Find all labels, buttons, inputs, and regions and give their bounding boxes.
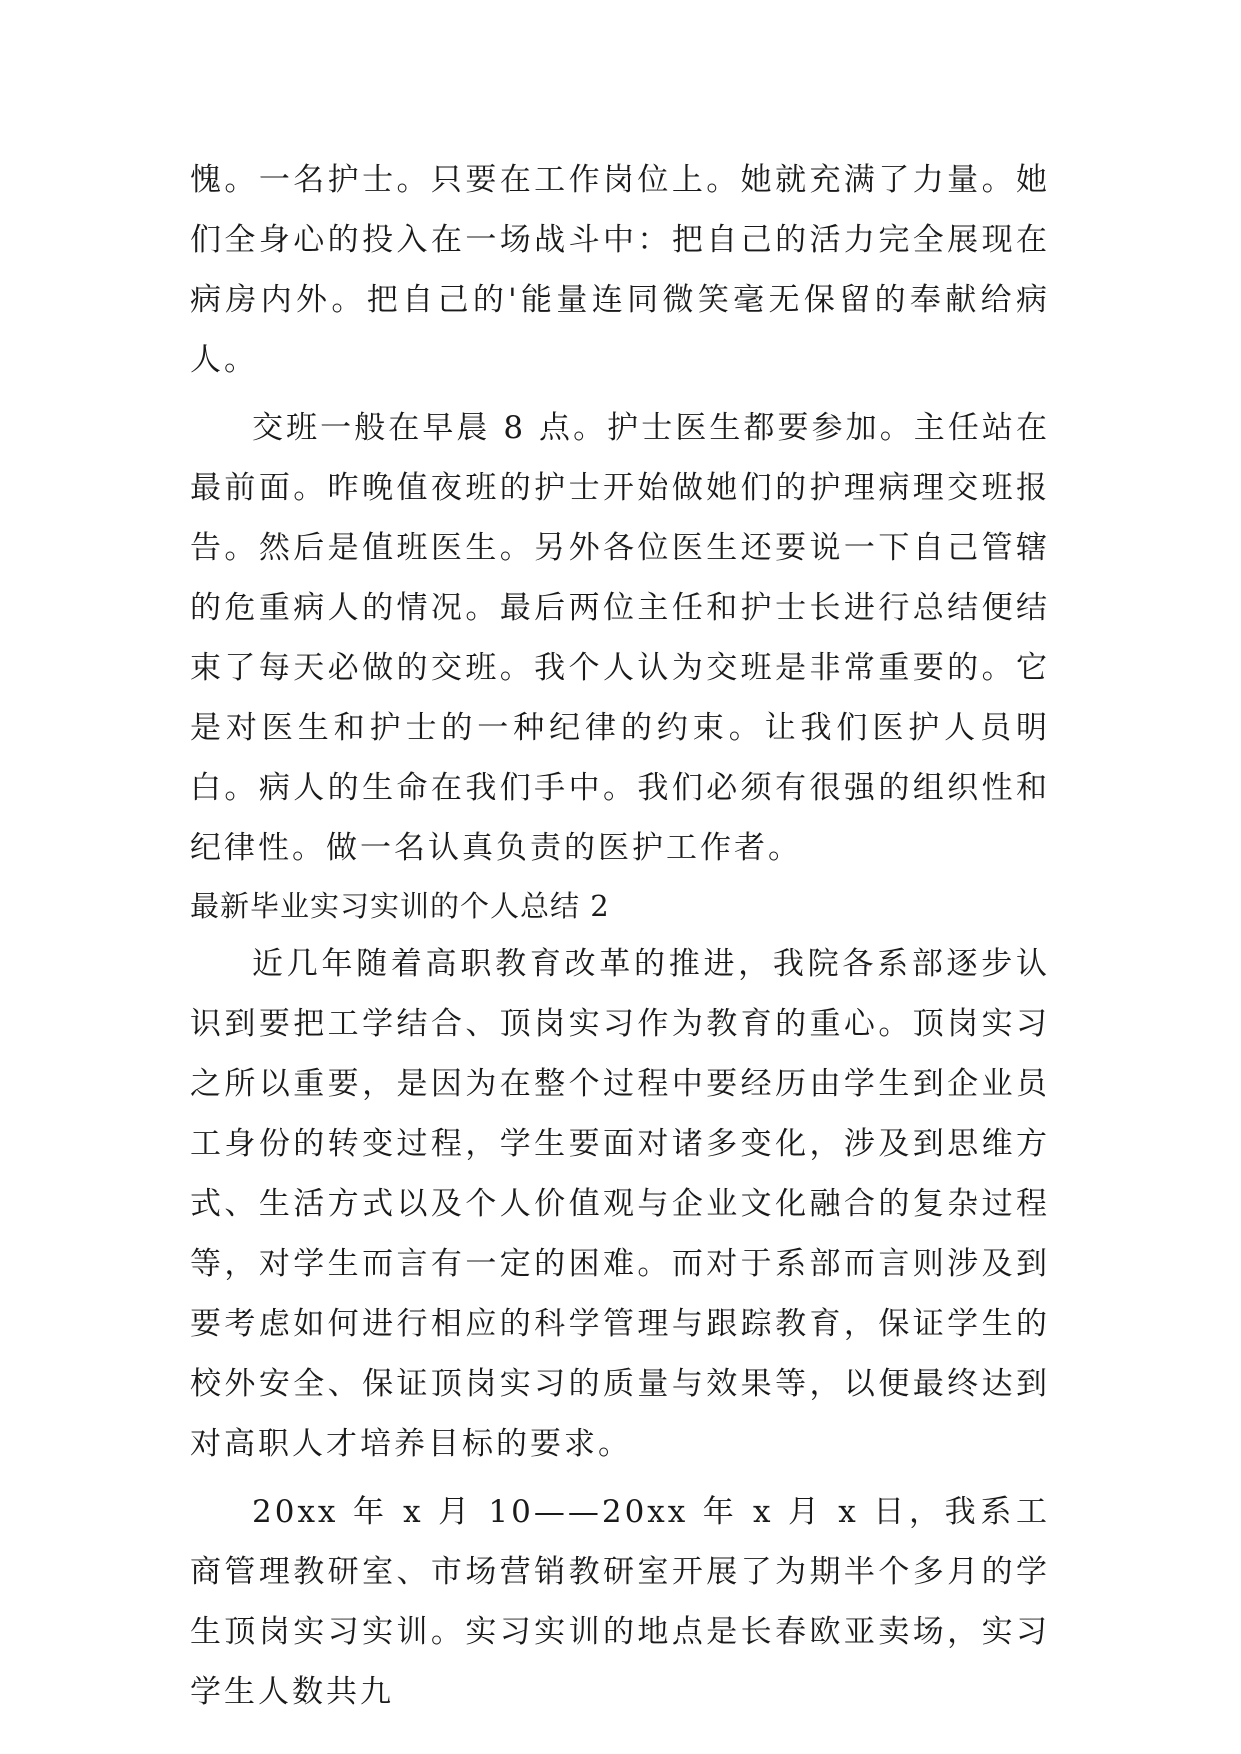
paragraph-gap [190,390,1050,398]
paragraph-nurse-dedication: 愧。一名护士。只要在工作岗位上。她就充满了力量。她们全身心的投入在一场战斗中：把自己的活力完全展现在病房内外。把自己的'能量连同微笑毫无保留的奉献给病人。 [190,162,1050,378]
paragraph-shift-handover: 交班一般在早晨 8 点。护士医生都要参加。主任站在最前面。昨晚值夜班的护士开始做她们的护理病理交班报告。然后是值班医生。另外各位医生还要说一下自己管辖的危重病人的情况。最后两位主任和护士长进行总结便结束了每天必做的交班。我个人认为交班是非常重要的。它是对医生和护士的一种纪律的约束。让我们医护人员明白。病人的生命在我们手中。我们必须有很强的组织性和纪律性。做一名认真负责的医护工作者。 [190,410,1050,866]
section-heading: 最新毕业实习实训的个人总结 2 [190,889,610,923]
paragraph-internship-details: 20xx 年 x 月 10——20xx 年 x 月 x 日，我系工商管理教研室、市场营销教研室开展了为期半个多月的学生顶岗实习实训。实习实训的地点是长春欧亚卖场，实习学生人数共九 [190,1494,1050,1710]
paragraph-internship-reform: 近几年随着高职教育改革的推进，我院各系部逐步认识到要把工学结合、顶岗实习作为教育的重心。顶岗实习之所以重要，是因为在整个过程中要经历由学生到企业员工身份的转变过程，学生要面对诸多变化，涉及到思维方式、生活方式以及个人价值观与企业文化融合的复杂过程等，对学生而言有一定的困难。而对于系部而言则涉及到要考虑如何进行相应的科学管理与跟踪教育，保证学生的校外安全、保证顶岗实习的质量与效果等，以便最终达到对高职人才培养目标的要求。 [190,946,1050,1462]
paragraph-gap [190,1474,1050,1482]
document-body [190,150,1050,1722]
